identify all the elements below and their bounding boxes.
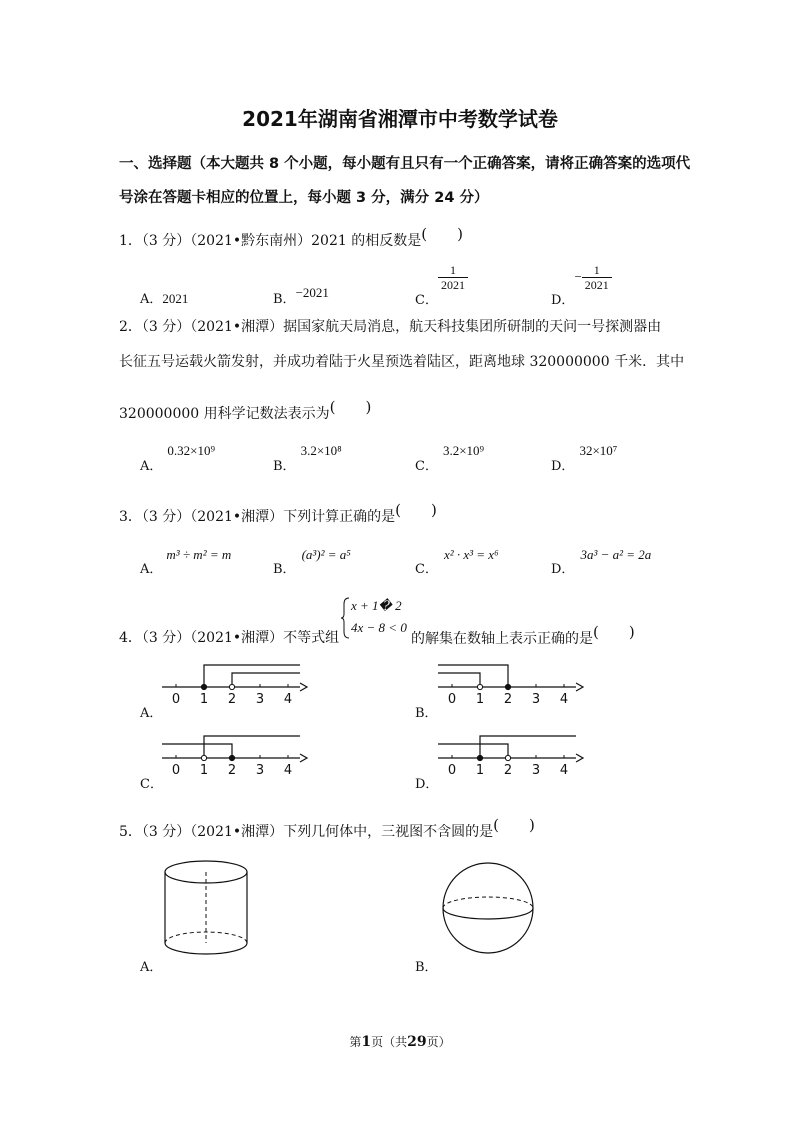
sphere-figure bbox=[440, 860, 540, 960]
question-4-stem-b bbox=[411, 623, 635, 648]
tick-label: 4 bbox=[283, 692, 293, 707]
tick-label: 2 bbox=[227, 763, 237, 778]
number-line-d bbox=[436, 731, 586, 781]
option-value: 3.2×10⁸ bbox=[300, 443, 342, 458]
option-d-label: D． bbox=[415, 777, 439, 792]
inequality-1: x + 1� 2 bbox=[351, 598, 402, 613]
open-point bbox=[505, 755, 510, 760]
question-5-text: 5．（3 分）（2021•湘潭）下列几何体中，三视图不含圆的是 bbox=[119, 824, 494, 840]
tick-label: 4 bbox=[559, 763, 569, 778]
question-4-stem-a: 4．（3 分）（2021•湘潭）不等式组 bbox=[119, 630, 340, 646]
tick-label: 3 bbox=[531, 763, 541, 778]
tick-label: 3 bbox=[255, 692, 265, 707]
closed-point bbox=[229, 755, 234, 760]
option-c bbox=[415, 263, 468, 308]
option-a bbox=[140, 547, 232, 577]
option-b-label: B． bbox=[415, 960, 438, 975]
fraction bbox=[582, 263, 612, 292]
option-b bbox=[273, 285, 329, 307]
number-line-a bbox=[160, 660, 310, 710]
tick-label: 1 bbox=[475, 763, 485, 778]
option-label: A． bbox=[140, 459, 163, 474]
option-value: 3.2×10⁹ bbox=[442, 443, 485, 458]
solution-ray bbox=[162, 744, 232, 758]
option-b bbox=[273, 443, 342, 474]
option-value: m³ ÷ m² = m bbox=[166, 547, 232, 562]
closed-point bbox=[477, 755, 482, 760]
footer-text: 页（共 bbox=[371, 1035, 408, 1049]
question-1-text: 1．（3 分）（2021•黔东南州）2021 的相反数是 bbox=[119, 233, 422, 249]
tick-label: 4 bbox=[559, 692, 569, 707]
page-number: 1 bbox=[361, 1034, 372, 1050]
question-4-text: 的解集在数轴上表示正确的是 bbox=[411, 631, 593, 647]
tick-label: 0 bbox=[171, 763, 181, 778]
option-c bbox=[415, 443, 485, 474]
option-label: D． bbox=[551, 459, 575, 474]
tick-label: 2 bbox=[503, 692, 513, 707]
number-line-c bbox=[160, 731, 310, 781]
open-point bbox=[229, 684, 234, 689]
option-value: −2021 bbox=[295, 285, 329, 300]
option-a bbox=[140, 288, 188, 307]
option-a-label: A． bbox=[140, 960, 163, 975]
section-heading-line2: 号涂在答题卡相应的位置上，每小题 3 分，满分 24 分） bbox=[119, 190, 489, 206]
numerator: 1 bbox=[582, 263, 612, 278]
minus-sign: − bbox=[574, 269, 582, 284]
question-3-stem bbox=[119, 501, 437, 526]
option-label: C． bbox=[415, 562, 438, 577]
answer-paren: ( ) bbox=[593, 623, 635, 641]
option-label: C． bbox=[415, 293, 438, 308]
option-c-label: C． bbox=[140, 777, 163, 792]
option-label: B． bbox=[273, 292, 296, 307]
option-c bbox=[415, 547, 499, 577]
denominator: 2021 bbox=[584, 278, 609, 292]
cylinder-figure bbox=[160, 855, 255, 960]
answer-paren: ( ) bbox=[329, 398, 372, 416]
tick-label: 0 bbox=[171, 692, 181, 707]
section-heading-line1: 一、选择题（本大题共 8 个小题，每小题有且只有一个正确答案，请将正确答案的选项代 bbox=[119, 156, 691, 172]
page-title: 2021年湖南省湘潭市中考数学试卷 bbox=[242, 107, 558, 131]
question-2-line1: 2．（3 分）（2021•湘潭）据国家航天局消息，航天科技集团所研制的天问一号探测器由 bbox=[119, 319, 662, 335]
solution-ray bbox=[438, 665, 508, 687]
option-d bbox=[551, 547, 652, 577]
solution-ray bbox=[438, 744, 508, 758]
tick-label: 3 bbox=[255, 763, 265, 778]
option-label: B． bbox=[273, 459, 296, 474]
tick-label: 4 bbox=[283, 763, 293, 778]
tick-label: 1 bbox=[199, 692, 209, 707]
solution-ray bbox=[438, 673, 480, 687]
denominator: 2021 bbox=[440, 278, 465, 292]
closed-point bbox=[505, 684, 510, 689]
question-3-text: 3．（3 分）（2021•湘潭）下列计算正确的是 bbox=[119, 509, 396, 525]
option-label: B． bbox=[273, 562, 296, 577]
axis-arrow bbox=[300, 683, 307, 691]
option-d bbox=[551, 443, 618, 474]
option-label: A． bbox=[140, 292, 163, 307]
page-footer bbox=[0, 1033, 800, 1050]
tick-label: 2 bbox=[503, 763, 513, 778]
tick-label: 0 bbox=[447, 692, 457, 707]
answer-paren: ( ) bbox=[395, 501, 437, 519]
number-line-b bbox=[436, 660, 586, 710]
solution-ray bbox=[480, 736, 576, 758]
solution-ray bbox=[204, 665, 300, 687]
question-2-line3 bbox=[119, 398, 372, 423]
question-2-text: 320000000 用科学记数法表示为 bbox=[119, 406, 330, 422]
question-5-stem bbox=[119, 816, 535, 841]
option-label: C． bbox=[415, 459, 438, 474]
inequality-2: 4x − 8 < 0 bbox=[351, 620, 407, 635]
option-label: D． bbox=[551, 293, 575, 308]
question-1-stem bbox=[119, 225, 463, 250]
answer-paren: ( ) bbox=[421, 225, 463, 243]
tick-label: 2 bbox=[227, 692, 237, 707]
footer-text: 第 bbox=[349, 1035, 362, 1049]
option-label: D． bbox=[551, 562, 575, 577]
option-a bbox=[140, 443, 216, 474]
option-a-label: A． bbox=[140, 706, 163, 721]
numerator: 1 bbox=[438, 263, 468, 278]
solution-ray bbox=[204, 736, 300, 758]
option-label: A． bbox=[140, 562, 163, 577]
answer-paren: ( ) bbox=[493, 816, 535, 834]
open-point bbox=[201, 755, 206, 760]
axis-arrow bbox=[300, 754, 307, 762]
open-point bbox=[477, 684, 482, 689]
option-b bbox=[273, 547, 351, 577]
tick-label: 1 bbox=[199, 763, 209, 778]
question-2-line2: 长征五号运载火箭发射，并成功着陆于火星预选着陆区，距离地球 320000000 千米．其中 bbox=[119, 354, 685, 370]
tick-label: 3 bbox=[531, 692, 541, 707]
fraction bbox=[438, 263, 468, 292]
option-value: 32×10⁷ bbox=[579, 443, 618, 458]
option-value: 3a³ − a² = 2a bbox=[580, 547, 652, 562]
axis-arrow bbox=[576, 683, 583, 691]
closed-point bbox=[201, 684, 206, 689]
option-value: 2021 bbox=[162, 291, 189, 306]
option-d bbox=[551, 263, 612, 308]
option-value: x² · x³ = x⁶ bbox=[443, 547, 499, 562]
tick-label: 1 bbox=[475, 692, 485, 707]
option-value: 0.32×10⁹ bbox=[167, 443, 216, 458]
axis-arrow bbox=[576, 754, 583, 762]
option-value: (a³)² = a⁵ bbox=[301, 547, 351, 562]
total-pages: 29 bbox=[407, 1034, 427, 1050]
option-b-label: B． bbox=[415, 706, 438, 721]
footer-text: 页） bbox=[426, 1035, 451, 1049]
tick-label: 0 bbox=[447, 763, 457, 778]
solution-ray bbox=[232, 673, 300, 687]
